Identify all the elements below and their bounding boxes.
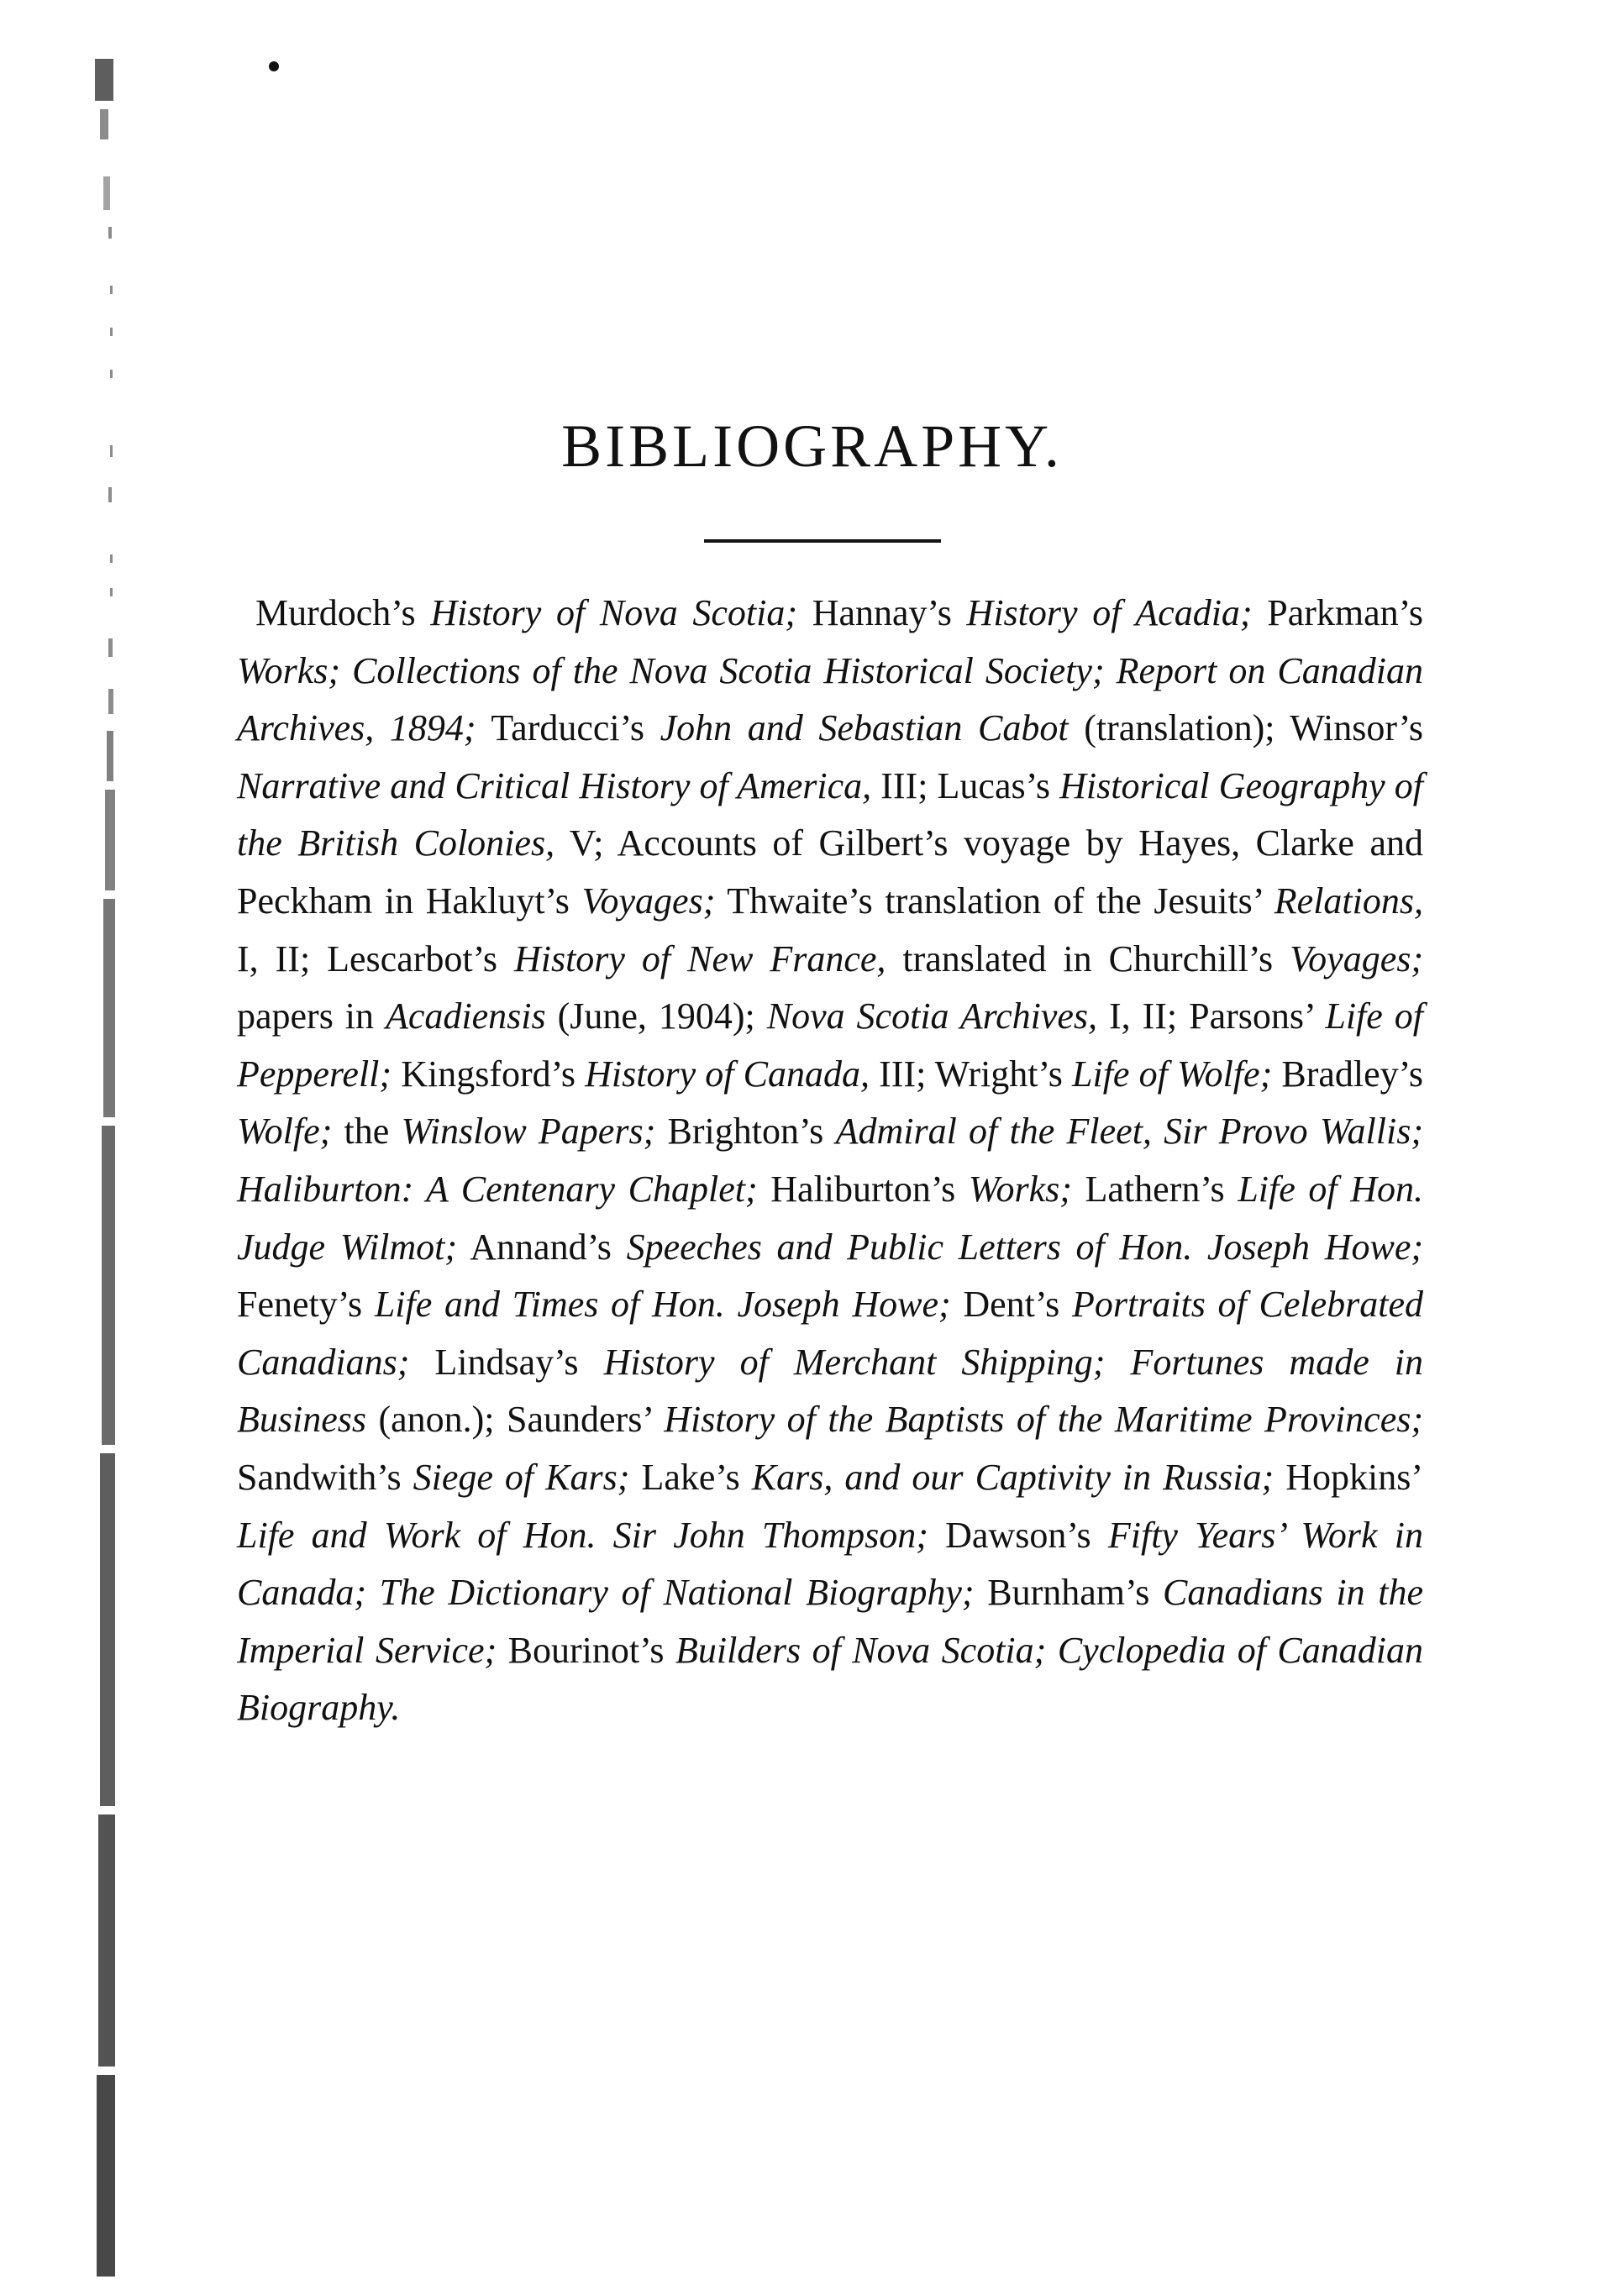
- title-rule: [704, 539, 941, 543]
- italic-title-run: History of Nova Scotia;: [430, 592, 798, 633]
- roman-text-run: Lathern’s: [1071, 1168, 1238, 1210]
- roman-text-run: (June, 1904);: [545, 995, 767, 1037]
- roman-text-run: translated in Churchill’s: [886, 937, 1290, 979]
- italic-title-run: History of New France,: [513, 937, 886, 979]
- roman-text-run: Haliburton’s: [757, 1168, 969, 1210]
- roman-text-run: (anon.); Saunders’: [366, 1399, 665, 1441]
- roman-text-run: Bradley’s: [1272, 1053, 1423, 1095]
- italic-title-run: Life and Work of Hon. Sir John Thompson;: [237, 1514, 928, 1556]
- italic-title-run: Kars, and our Captivity in Russia;: [751, 1456, 1274, 1498]
- italic-title-run: Works; Collections of the Nova Scotia Historical Society; Report on Canadian Archives, 1894;: [237, 649, 1423, 749]
- italic-title-run: Portraits of Celebrated Canadians;: [237, 1284, 1423, 1383]
- italic-title-run: Builders of Nova Scotia; Cyclopedia of Canadian Biography.: [237, 1629, 1424, 1729]
- binding-edge-marks: [88, 50, 134, 2285]
- italic-title-run: Wolfe;: [237, 1111, 333, 1153]
- italic-title-run: Acadiensis: [386, 995, 546, 1037]
- roman-text-run: (translation); Winsor’s: [1068, 707, 1424, 749]
- roman-text-run: papers in: [237, 995, 386, 1037]
- roman-text-run: Tarducci’s: [476, 707, 660, 749]
- roman-text-run: III; Lucas’s: [871, 764, 1060, 806]
- italic-title-run: John and Sebastian Cabot: [660, 707, 1069, 749]
- italic-title-run: History of Acadia;: [966, 592, 1253, 633]
- italic-title-run: Life of Pepperell;: [237, 995, 1423, 1095]
- roman-text-run: Lindsay’s: [409, 1341, 604, 1383]
- roman-text-run: Annand’s: [457, 1226, 627, 1268]
- roman-text-run: Parkman’s: [1252, 592, 1424, 633]
- roman-text-run: Lake’s: [629, 1456, 752, 1498]
- roman-text-run: Thwaite’s translation of the Jesuits’: [715, 880, 1274, 922]
- roman-text-run: Dent’s: [950, 1284, 1072, 1326]
- roman-text-run: Sandwith’s: [237, 1456, 413, 1498]
- roman-text-run: Dawson’s: [928, 1514, 1108, 1556]
- italic-title-run: Voyages;: [581, 880, 716, 922]
- roman-text-run: I, II; Lescarbot’s: [237, 937, 514, 979]
- italic-title-run: Canadians in the Imperial Service;: [237, 1572, 1423, 1671]
- italic-title-run: Works;: [968, 1168, 1072, 1210]
- bibliography-paragraph: [237, 585, 1423, 1737]
- italic-title-run: Fifty Years’ Work in Canada; The Dictionary of National Biography;: [237, 1514, 1423, 1614]
- page-title: BIBLIOGRAPHY.: [561, 412, 1063, 480]
- roman-text-run: Bourinot’s: [497, 1629, 675, 1671]
- roman-text-run: the: [332, 1111, 402, 1153]
- roman-text-run: Hannay’s: [797, 592, 967, 633]
- italic-title-run: History of Canada,: [585, 1053, 870, 1095]
- italic-title-run: Voyages;: [1290, 937, 1424, 979]
- italic-title-run: History of Merchant Shipping; Fortunes made in Business: [237, 1341, 1423, 1441]
- ink-speck: [269, 61, 279, 71]
- roman-text-run: Burnham’s: [974, 1572, 1163, 1614]
- italic-title-run: Life and Times of Hon. Joseph Howe;: [374, 1284, 951, 1326]
- roman-text-run: Brighton’s: [655, 1111, 836, 1153]
- italic-title-run: Winslow Papers;: [401, 1111, 656, 1153]
- roman-text-run: Kingsford’s: [392, 1053, 586, 1095]
- italic-title-run: Historical Geography of the British Colonies,: [237, 764, 1423, 864]
- roman-text-run: Fenety’s: [237, 1284, 375, 1326]
- italic-title-run: Life of Hon. Judge Wilmot;: [237, 1168, 1423, 1268]
- italic-title-run: History of the Baptists of the Maritime Provinces;: [664, 1399, 1423, 1441]
- roman-text-run: I, II; Parsons’: [1097, 995, 1326, 1037]
- roman-text-run: V; Accounts of Gilbert’s voyage by Hayes, Clarke and Peckham in Hakluyt’s: [237, 822, 1423, 922]
- italic-title-run: Relations,: [1274, 880, 1423, 922]
- roman-text-run: Murdoch’s: [255, 592, 431, 633]
- italic-title-run: Speeches and Public Letters of Hon. Joseph Howe;: [626, 1226, 1423, 1268]
- italic-title-run: Siege of Kars;: [413, 1456, 630, 1498]
- italic-title-run: Nova Scotia Archives,: [766, 995, 1098, 1037]
- italic-title-run: Admiral of the Fleet, Sir Provo Wallis; Haliburton: A Centenary Chaplet;: [237, 1111, 1423, 1210]
- roman-text-run: III; Wright’s: [869, 1053, 1073, 1095]
- italic-title-run: Life of Wolfe;: [1072, 1053, 1273, 1095]
- roman-text-run: Hopkins’: [1274, 1456, 1423, 1498]
- italic-title-run: Narrative and Critical History of America,: [237, 764, 872, 806]
